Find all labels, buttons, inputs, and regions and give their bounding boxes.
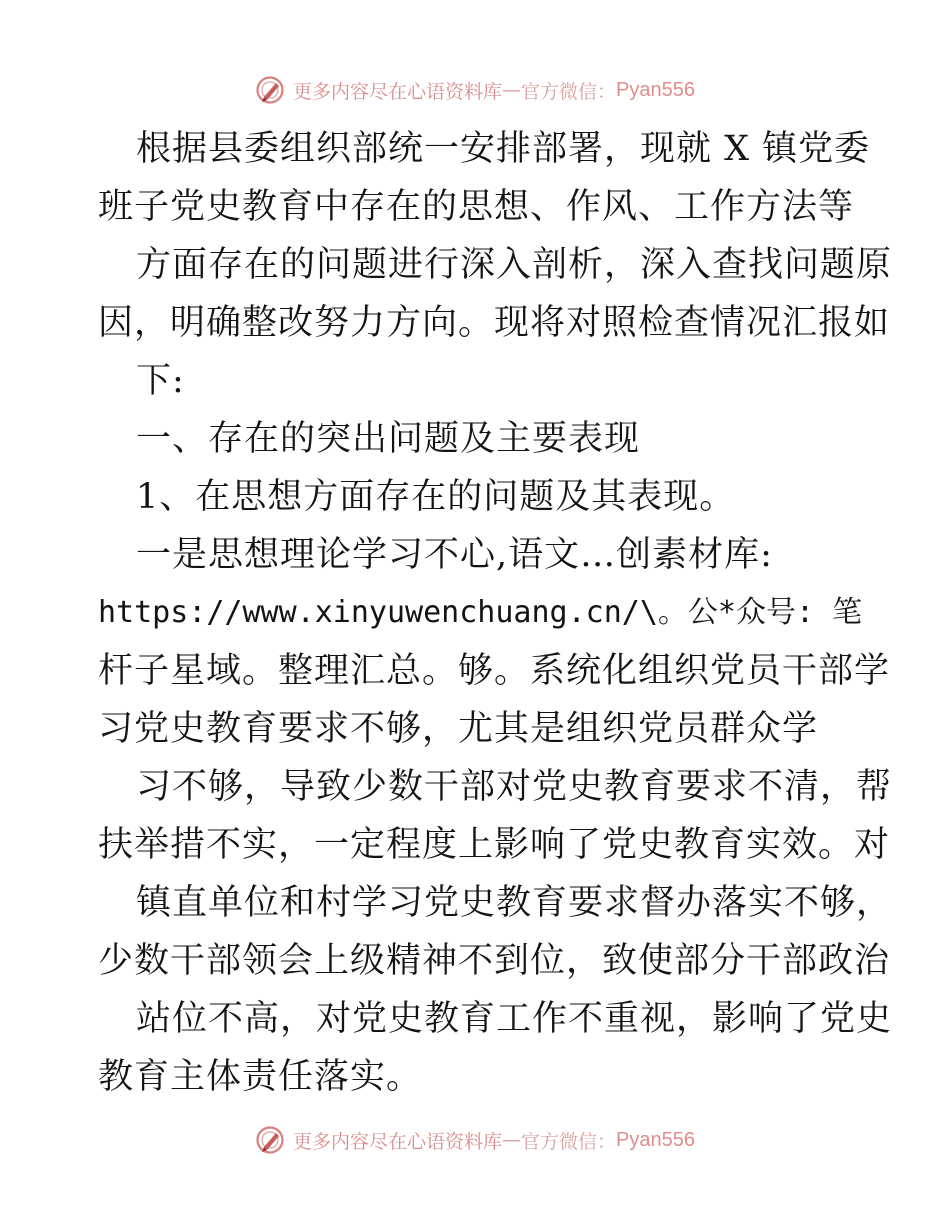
watermark-brand-text: 更多内容尽在心语资料库 [293,1130,503,1153]
text-line: 杆子星域。整理汇总。够。系统化组织党员干部学 [98,651,891,691]
watermark-dash: — [502,79,522,101]
watermark-handle: Pyan556 [616,1128,695,1151]
text-line: 下: [136,361,185,401]
watermark-banner-bottom [0,1120,950,1160]
text-line: 方面存在的问题进行深入剖析，深入查找问题原 [136,245,893,285]
text-line: 扶举措不实，一定程度上影响了党史教育实效。对 [98,825,891,865]
text-line: 少数干部领会上级精神不到位，致使部分干部政治 [98,941,891,981]
text-line: 因，明确整改努力方向。现将对照检查情况汇报如 [98,303,891,343]
watermark-dash: — [502,1129,522,1151]
text-line: 习党史教育要求不够，尤其是组织党员群众学 [98,709,819,749]
text-line: 站位不高，对党史教育工作不重视，影响了党史 [136,999,893,1039]
text-line: 镇直单位和村学习党史教育要求督办落实不够， [136,883,893,923]
text-line: 班子党史教育中存在的思想、作风、工作方法等 [98,187,855,227]
watermark-label-text: 官方微信： [521,80,617,103]
section-heading: 一、存在的突出问题及主要表现 [136,419,641,459]
watermark-banner-top [0,70,950,110]
watermark-brand-text: 更多内容尽在心语资料库 [293,80,503,103]
watermark-handle: Pyan556 [616,78,695,101]
text-line: 根据县委组织部统一安排部署，现就 X 镇党委 [136,129,871,169]
pen-logo-icon [255,1125,285,1155]
text-line: 教育主体责任落实。 [98,1057,423,1097]
text-line: 一是思想理论学习不心,语文…创素材库: [136,535,773,575]
watermark-label-text: 官方微信： [521,1130,617,1153]
text-line-url: https://www.xinyuwenchuang.cn/\。公*众号: 笔 [98,595,863,630]
subsection-heading: 1、在思想方面存在的问题及其表现。 [136,477,736,517]
text-line: 习不够，导致少数干部对党史教育要求不清，帮 [136,767,893,807]
pen-logo-icon [255,75,285,105]
